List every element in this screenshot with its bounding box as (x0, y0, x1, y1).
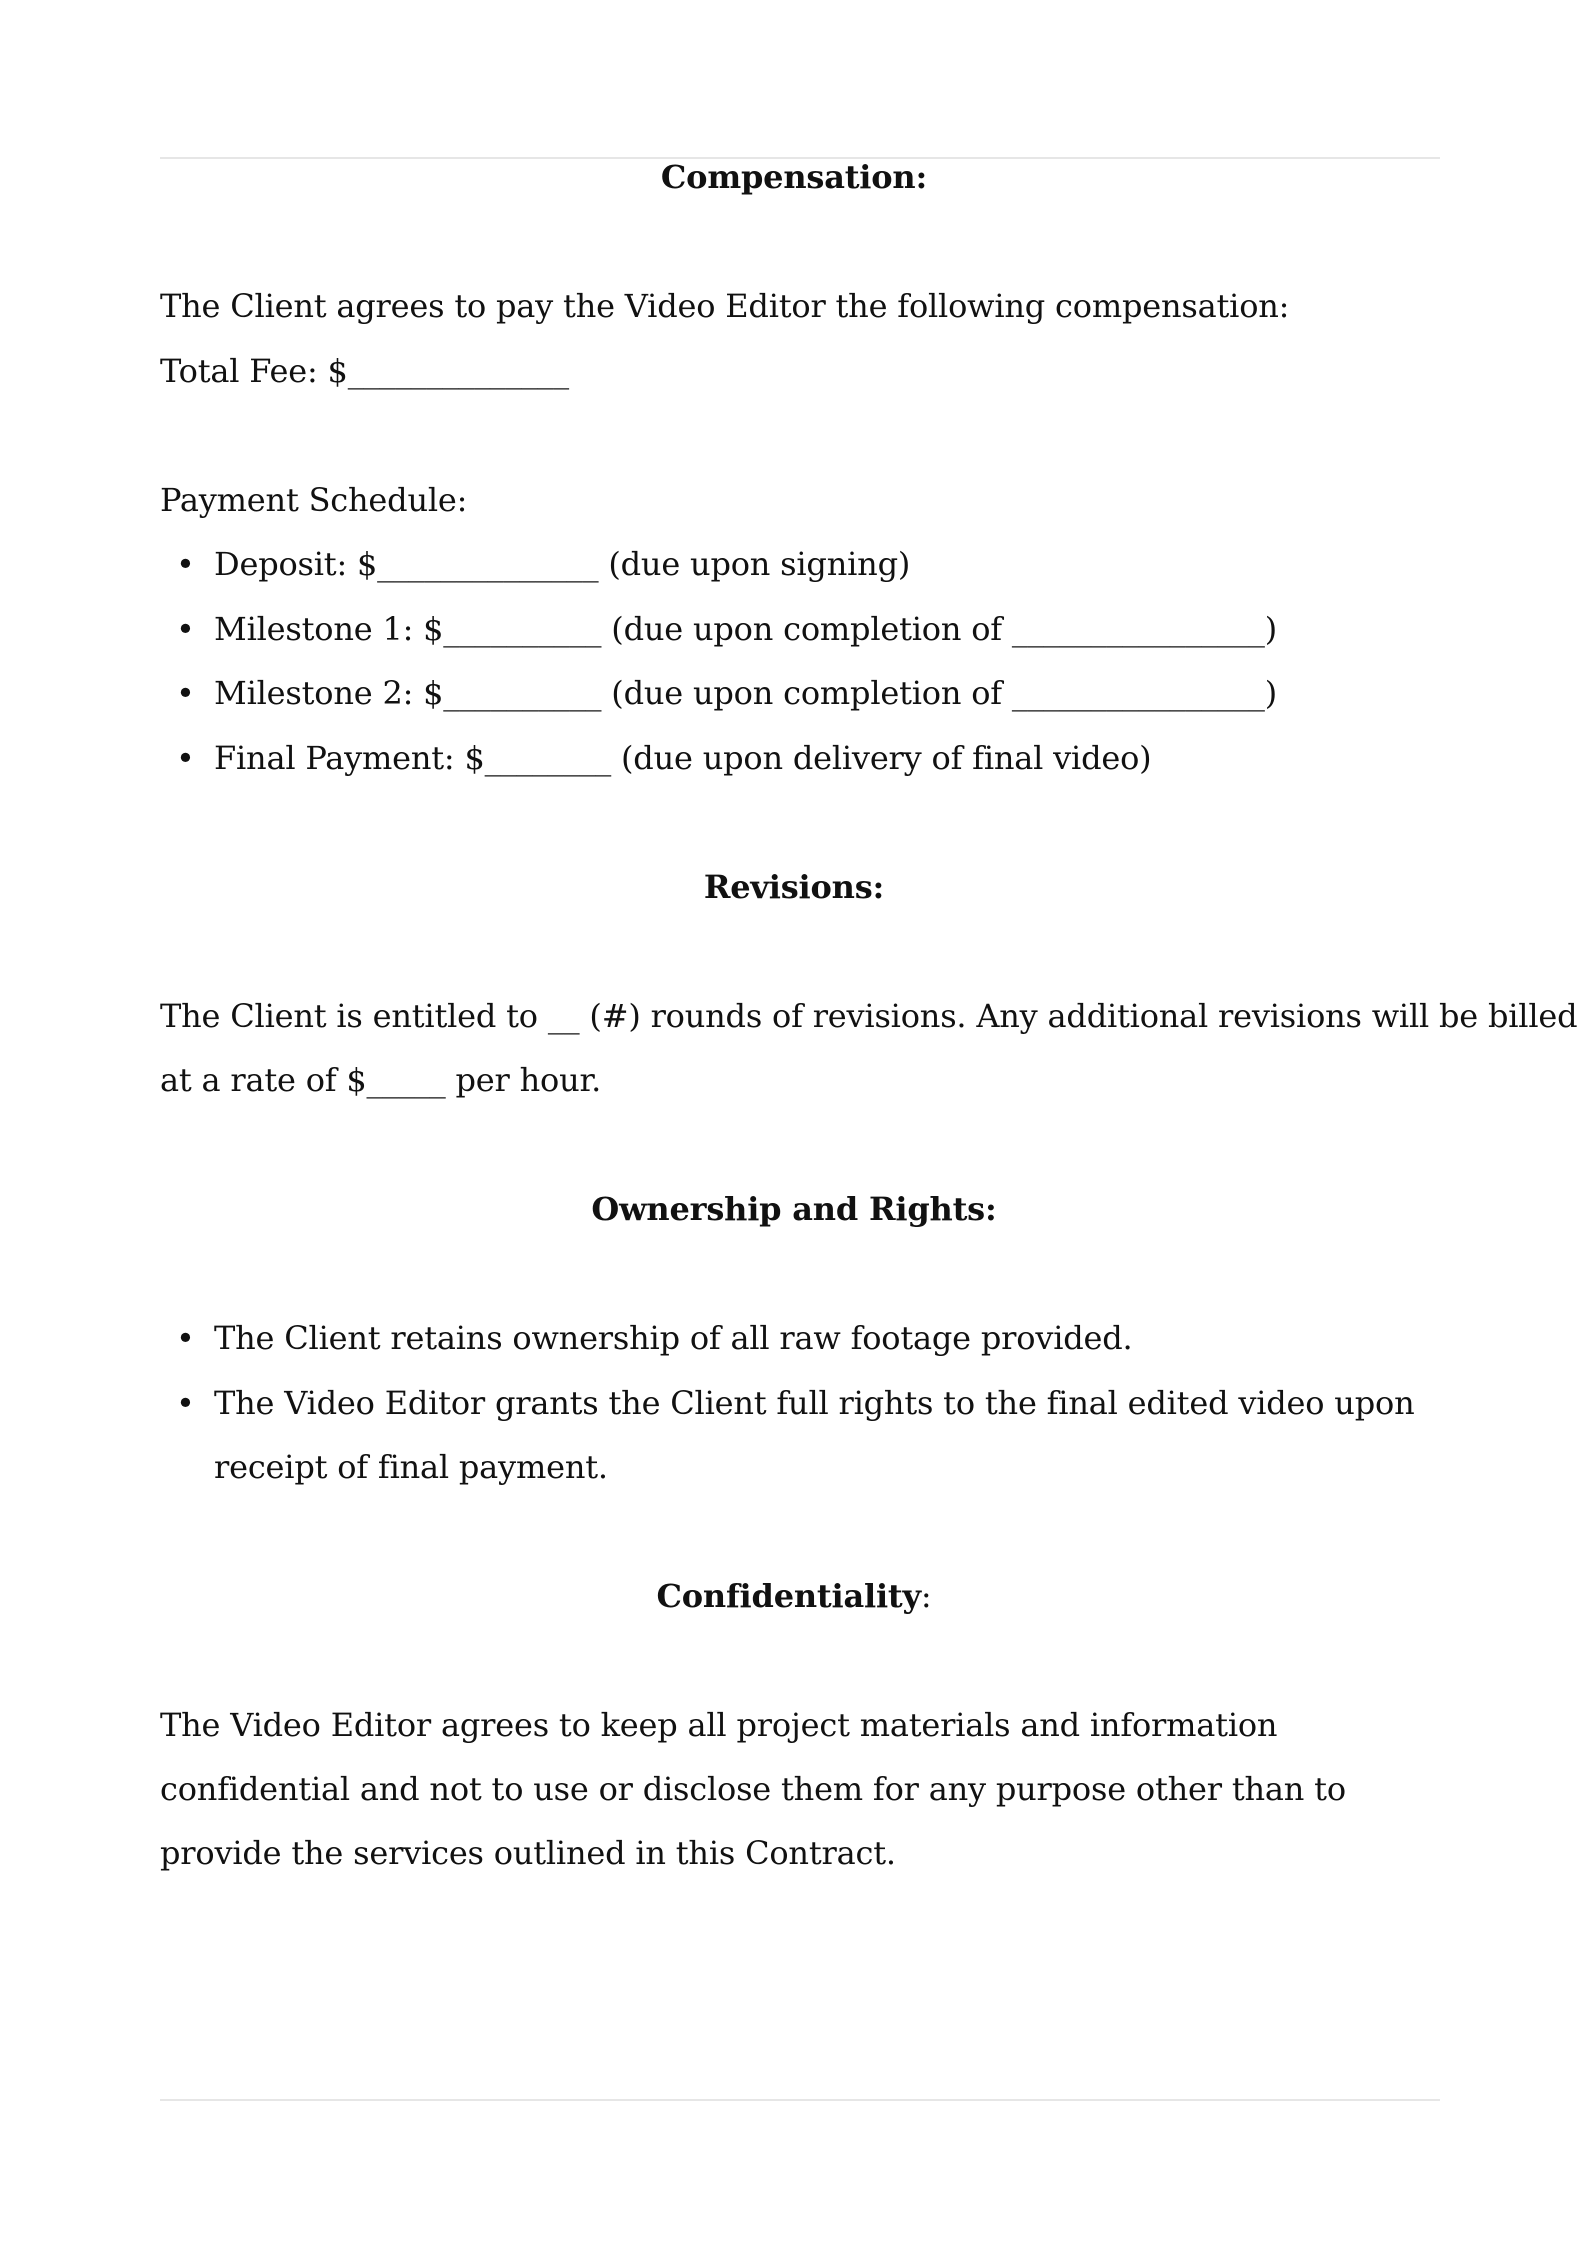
ownership-heading: Ownership and Rights: (591, 1190, 997, 1228)
bullet-marker: • (176, 1319, 195, 1357)
bullet-marker: • (176, 739, 195, 777)
confidentiality-heading-colon: : (920, 1577, 932, 1615)
ownership-item-raw-footage: The Client retains ownership of all raw footage provided. (214, 1319, 1133, 1357)
confidentiality-heading (0, 1564, 1588, 1628)
bullet-marker: • (176, 674, 195, 712)
revisions-line-1: The Client is entitled to __ (#) rounds of revisions. Any additional revisions will be billed (160, 997, 1578, 1035)
confidentiality-heading-bold: Confidentiality (656, 1577, 921, 1615)
payment-schedule-label: Payment Schedule: (160, 481, 468, 519)
revisions-line-2: at a rate of $_____ per hour. (160, 1061, 602, 1099)
revisions-heading: Revisions: (703, 868, 885, 906)
schedule-item-deposit: Deposit: $______________ (due upon signing) (214, 545, 911, 583)
bullet-marker: • (176, 545, 195, 583)
ownership-item-final-rights: The Video Editor grants the Client full rights to the final edited video upon receipt of final payment. (214, 1384, 1415, 1486)
confidentiality-body: The Video Editor agrees to keep all project materials and information confidential and not to use or disclose them for any purpose other than to provide the services outlined in this Contract. (160, 1706, 1346, 1872)
bullet-marker: • (176, 610, 195, 648)
bottom-divider (160, 2099, 1440, 2101)
total-fee-line: Total Fee: $______________ (160, 352, 569, 390)
compensation-heading: Compensation: (660, 158, 928, 196)
compensation-intro: The Client agrees to pay the Video Editor the following compensation: (160, 287, 1290, 325)
schedule-item-milestone-2: Milestone 2: $__________ (due upon completion of ________________) (214, 674, 1278, 712)
bullet-marker: • (176, 1384, 195, 1422)
schedule-item-final-payment: Final Payment: $________ (due upon delivery of final video) (214, 739, 1152, 777)
schedule-item-milestone-1: Milestone 1: $__________ (due upon completion of ________________) (214, 610, 1278, 648)
